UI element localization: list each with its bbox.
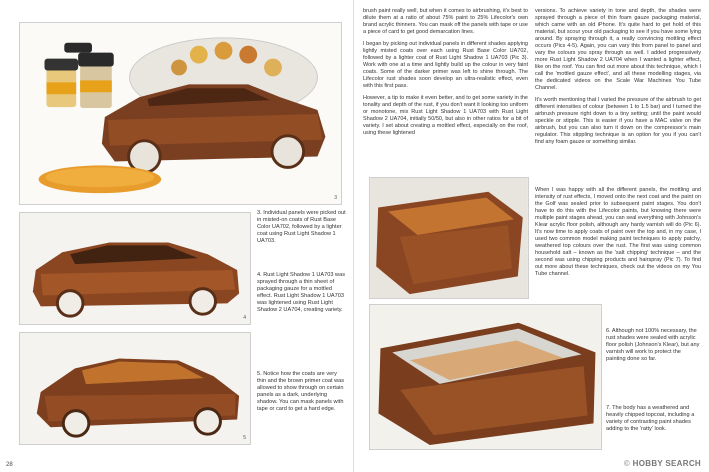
caption-4-text: 4. Rust Light Shadow 1 UA703 was sprayed through a thin sheet of packaging gauze for a mottled effect. Rust Light Shadow 1 UA703 was lightened using Rust Light Shadow 2 UA704, creating variety. (257, 272, 345, 313)
photo-3-image (20, 23, 341, 204)
caption-5 (257, 371, 347, 418)
watermark-text: HOBBY SEARCH (632, 459, 701, 468)
body-col2-para-2: It's worth mentioning that I varied the pressure of the airbrush to get different intensities of colour (between 1 to 1.5 bar) and I turned the airbrush pressure right down to a tiny setting; until the paint would speckle or stipple. This is easier if you have a MAC valve on the airbrush, but you can also turn it down on the compressor's main regulator. This stippling technique is an option for you if you can't find any foam gauze or something similar. (535, 97, 701, 145)
photo-5-number: 5 (243, 435, 246, 441)
body-col1-para-2: I began by picking out individual panels in different shades applying lightly misted coats over each using Rust Base Color UA702, followed by a lighter coat of Rust Light Shadow 1 UA703 (Pic 3). Work with one at a time and lightly build up the colour in very faint coats. Some of the darker primer was left to shine through. The Lifecolor rust shades soon develop an ultra-realistic effect, even with this first pass. (363, 41, 528, 89)
photo-3-number: 3 (334, 195, 337, 201)
photo-5-image (20, 333, 250, 444)
caption-7 (606, 405, 702, 438)
copyright-symbol: © (623, 459, 631, 468)
photo-3 (19, 22, 342, 205)
caption-7-text: 7. The body has a weathered and heavily chipped topcoat, including a variety of contrasting paint shades adding to the 'ratty' look. (606, 405, 695, 432)
photo-6 (369, 177, 529, 299)
caption-6-text: 6. Although not 100% necessary, the rust shades were sealed with acrylic floor polish (Johnson's Klear), but any varnish will work to protect the painting done so far. (606, 328, 700, 362)
body-column-2-bottom (535, 187, 701, 283)
caption-3-text: 3. Individual panels were picked out in misted-on coats of Rust Base Color UA702, followed by a lighter coat using Rust Light Shadow 1 UA703. (257, 210, 346, 244)
page-number-left: 28 (6, 462, 13, 468)
watermark (624, 459, 701, 468)
body-col1-para-3: However, a tip to make it even better, and to get some variety in the tonality and depth of the rust, if you don't want it looking too uniform or monotone, mix Rust Light Shadow 1 UA703 with Rust Light Shadow 2 UA704, initially 50/50, but also in other ratios for a bit of variety. I set about creating a mottled effect, especially on the roof, using these lightened (363, 95, 528, 136)
photo-7-image (370, 305, 601, 449)
left-page (0, 0, 354, 472)
photo-6-image (370, 178, 528, 298)
photo-4-image (20, 213, 250, 324)
body-column-1 (363, 8, 528, 142)
right-page (355, 0, 709, 472)
body-col1-para-1: brush paint really well, but when it comes to airbrushing, it's best to dilute them at a ratio of about 75% paint to 25% Lifecolor's own brand acrylic thinners. You can mask off the panels with tape or use a piece of card to get good demarcation lines. (363, 8, 528, 35)
caption-5-text: 5. Notice how the coats are very thin and the brown primer coat was allowed to show through on certain panels as a dark, underlying shadow. You can mask panels with tape or card to get a hard edge. (257, 371, 345, 412)
body-col2-para-1: versions. To achieve variety in tone and depth, the shades were sprayed through a piece of thin foam gauze packaging material, which came with an old iPhone. It's quite hard to get hold of this material, but scour your old packaging to see if you have some lying around. By spraying through it, a really convincing mottling effect occurs (Pics 4-5). Again, you can vary this from panel to panel and vary the colours you spray through as well. I added progressively more Rust Light Shadow 2 UA704 when I wanted a lighter effect, like on the roof. You can find out more about this technique, which I call the 'mottled gauze effect', and all these modelling stages, via the dedicated videos on the Scale War Machines You Tube Channel. (535, 8, 701, 91)
photo-4 (19, 212, 251, 325)
photo-4-number: 4 (243, 315, 246, 321)
caption-6 (606, 328, 702, 368)
photo-7 (369, 304, 602, 450)
caption-3 (257, 210, 347, 250)
caption-4 (257, 272, 347, 319)
body-col2-para-3: When I was happy with all the different panels, the mottling and intensity of rust effects, I moved onto the next coat and the paint on the Golf was sealed prior to subsequent paint stages. You don't have to do this with the Lifecolor paints, but knowing there were multiple paint stages ahead, you can seal everything with Johnson's Klear acrylic floor polish, although any hardy varnish will do (Pic 6). It's now time to apply coats of paint over the top and, in my case, I used two common model making paint techniques to apply patchy, weathered top colours over the rust. The first was using common household salt – known as the 'salt chipping' technique – and the second was using chipping products and hairspray (Pic 7). To find out more about these techniques, check out the videos on my You Tube channel. (535, 187, 701, 277)
body-column-2-top (535, 8, 701, 151)
photo-5 (19, 332, 251, 445)
